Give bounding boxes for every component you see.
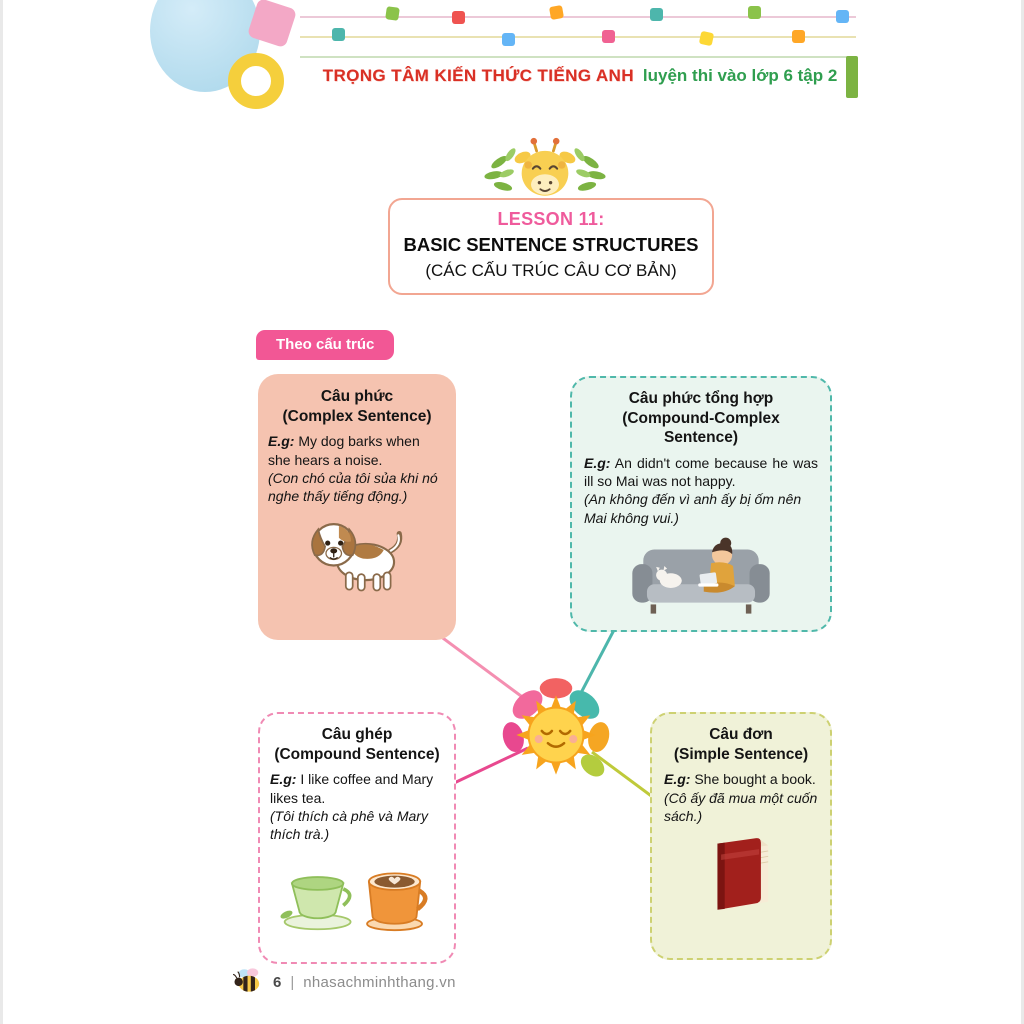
decor-square [836,10,849,23]
card-title-en: (Simple Sentence) [673,745,809,763]
card-example-en: E.g: My dog barks when she hears a noise. [268,433,420,468]
card-title-vi: Câu phức tổng hợp [628,390,774,407]
card-compound-sentence [258,712,456,964]
card-example-vi: (An không đến vì anh ấy bị ốm nên Mai không vui.) [584,491,802,526]
decor-square [549,5,564,20]
page-edge-left [0,0,3,1024]
card-example-en: E.g: An didn't come because he was ill so Mai was not happy. [584,454,818,490]
page-number: 6 [273,973,282,991]
decor-square [792,30,805,43]
eg-label: E.g: [584,454,611,471]
card-example-en: E.g: She bought a book. [664,771,816,788]
card-title-en: (Complex Sentence) [282,407,432,425]
decor-line [300,36,856,38]
decor-square [452,11,465,24]
card-title-vi: Câu đơn [709,726,773,743]
card-title-vi: Câu phức [320,388,394,405]
tea-and-coffee-cups-illustration [270,850,444,938]
lesson-title-en: BASIC SENTENCE STRUCTURES [403,234,699,255]
red-book-illustration [664,831,818,917]
book-subtitle: luyện thi vào lớp 6 tập 2 [642,66,838,85]
bee-icon [232,966,264,998]
footer-divider: | [290,973,295,991]
card-title [268,387,446,426]
decor-square [502,33,515,46]
decor-square [332,28,345,41]
section-badge: Theo cấu trúc [256,330,394,360]
decor-square [650,8,663,21]
card-title-en: (Compound-Complex Sentence) [622,409,780,447]
lesson-title-vi: (CÁC CẤU TRÚC CÂU CƠ BẢN) [425,261,677,280]
card-compound-complex-sentence [570,376,832,632]
publisher-website: nhasachminhthang.vn [303,973,456,991]
card-simple-sentence [650,712,832,960]
book-title: TRỌNG TÂM KIẾN THỨC TIẾNG ANH [322,66,634,85]
woman-on-sofa-illustration [584,533,818,620]
lesson-label: LESSON 11: [497,209,605,229]
book-header [300,66,860,86]
decor-line [300,16,856,18]
card-example-en: E.g: I like coffee and Mary likes tea. [270,771,434,806]
eg-label: E.g: [268,433,295,450]
card-complex-sentence [258,374,456,640]
card-example-vi: (Tôi thích cà phê và Mary thích trà.) [270,807,428,843]
decor-square [699,31,714,46]
puppy-illustration [268,512,446,594]
card-title [584,389,818,448]
decor-square [602,30,615,43]
eg-label: E.g: [664,771,691,788]
page-footer [232,966,456,998]
decor-line [300,56,856,58]
decor-square [748,6,761,19]
decor-square [385,6,400,21]
card-example-vi: (Con chó của tôi sủa khi nó nghe thấy tiếng động.) [268,469,438,505]
card-title-vi: Câu ghép [321,726,393,743]
card-title [664,725,818,764]
smiling-sun-illustration [495,670,617,801]
eg-label: E.g: [270,771,297,788]
card-title-en: (Compound Sentence) [274,745,440,763]
card-title [270,725,444,764]
card-example-vi: (Cô ấy đã mua một cuốn sách.) [664,789,818,824]
lesson-title-box [388,198,714,295]
decor-yellow-ring [228,53,284,109]
